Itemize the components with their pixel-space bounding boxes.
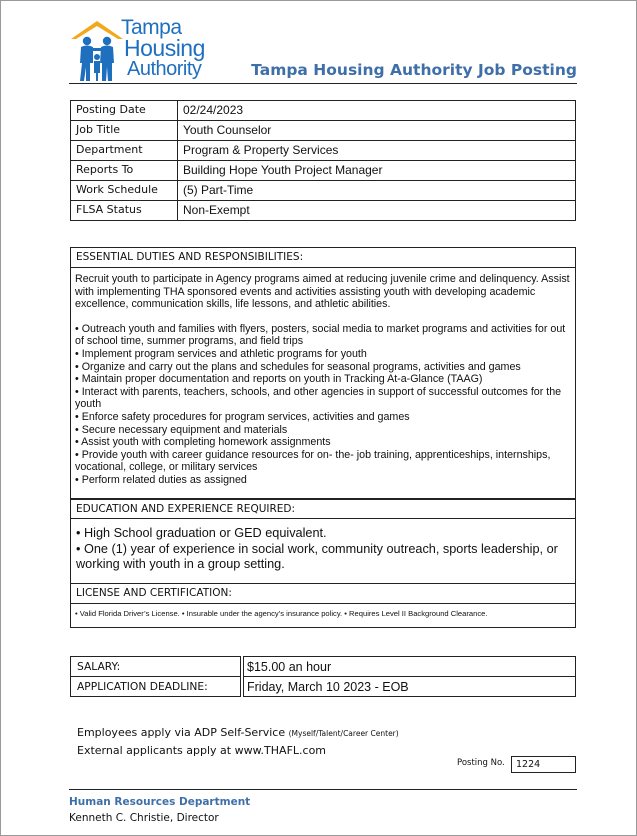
job-title-value: Youth Counselor (178, 121, 576, 141)
table-row (71, 101, 576, 121)
duties-body (71, 268, 575, 487)
list-item: • High School graduation or GED equivalent. (76, 526, 327, 540)
table-row (71, 201, 576, 221)
flsa-status-value: Non-Exempt (178, 201, 576, 221)
education-section (70, 499, 576, 584)
duties-section (70, 247, 576, 499)
job-title-label: Job Title (71, 121, 178, 141)
posting-number-label: Posting No. (457, 758, 505, 768)
list-item: • Implement program services and athletic programs for youth (75, 347, 367, 360)
logo-line-2: Housing (124, 35, 205, 61)
footer-divider (69, 789, 577, 790)
table-row (71, 677, 576, 697)
list-item: • One (1) year of experience in social work, community outreach, sports leadership, or working with youth in a group setting. (76, 541, 558, 571)
director-name: Kenneth C. Christie, Director (69, 812, 219, 824)
title-divider (69, 83, 577, 84)
posting-date-label: Posting Date (71, 101, 178, 121)
posting-number-value: 1224 (511, 756, 576, 773)
apply-instructions (77, 724, 399, 759)
department-value: Program & Property Services (178, 141, 576, 161)
list-item: • Interact with parents, teachers, schools, and other agencies in support of successful outcomes for the youth (75, 385, 562, 411)
deadline-value: Friday, March 10 2023 - EOB (244, 677, 576, 697)
employee-apply-line (77, 724, 399, 742)
hr-department: Human Resources Department (69, 796, 251, 808)
table-row (71, 181, 576, 201)
license-section (70, 583, 576, 628)
employee-apply-note: (Myself/Talent/Career Center) (288, 729, 399, 738)
logo-line-1: Tampa (121, 16, 182, 39)
flsa-status-label: FLSA Status (71, 201, 178, 221)
license-body: • Valid Florida Driver’s License. • Insurable under the agency’s insurance policy. • Requires Level II Background Clearance. (75, 609, 488, 618)
list-item: • Organize and carry out the plans and schedules for seasonal programs, activities and games (75, 360, 521, 373)
table-row (71, 657, 576, 677)
salary-table (70, 656, 576, 697)
external-apply-line: External applicants apply at www.THAFL.com (77, 744, 327, 757)
list-item: • Assist youth with completing homework assignments (75, 436, 331, 449)
reports-to-value: Building Hope Youth Project Manager (178, 161, 576, 181)
work-schedule-value: (5) Part-Time (178, 181, 576, 201)
duties-heading: ESSENTIAL DUTIES AND RESPONSIBILITIES: (71, 248, 575, 268)
license-heading: LICENSE AND CERTIFICATION: (71, 584, 575, 604)
table-row (71, 161, 576, 181)
job-info-table (70, 100, 576, 221)
salary-value: $15.00 an hour (244, 657, 576, 677)
page-title: Tampa Housing Authority Job Posting (251, 61, 577, 79)
logo-wordmark (121, 17, 205, 80)
list-item: • Perform related duties as assigned (75, 473, 247, 486)
duties-intro: Recruit youth to participate in Agency programs aimed at reducing juvenile crime and delinquency. Assist with implementing THA sponsored events and activities assisting youth with developing academic excellence, communication skills, life lessons, and athletic abilities. (75, 273, 570, 311)
deadline-label: APPLICATION DEADLINE: (71, 677, 241, 697)
table-row (71, 121, 576, 141)
list-item: • Maintain proper documentation and reports on youth in Tracking At-a-Glance (TAAG) (75, 373, 483, 386)
list-item: • Outreach youth and families with flyers, posters, social media to market programs and activities for out of school time, summer programs, and field trips (75, 322, 566, 348)
salary-label: SALARY: (71, 657, 241, 677)
education-heading: EDUCATION AND EXPERIENCE REQUIRED: (71, 499, 575, 519)
posting-date-value: 02/24/2023 (178, 101, 576, 121)
table-row (71, 141, 576, 161)
education-body (71, 519, 575, 573)
list-item: • Enforce safety procedures for program services, activities and games (75, 410, 410, 423)
list-item: • Provide youth with career guidance resources for on- the- job training, apprenticeships, internships, vocational, college, or military services (75, 448, 551, 474)
employee-apply-text: Employees apply via ADP Self-Service (77, 726, 286, 739)
work-schedule-label: Work Schedule (71, 181, 178, 201)
logo-line-3: Authority (127, 58, 202, 80)
list-item: • Secure necessary equipment and materials (75, 423, 288, 436)
reports-to-label: Reports To (71, 161, 178, 181)
department-label: Department (71, 141, 178, 161)
